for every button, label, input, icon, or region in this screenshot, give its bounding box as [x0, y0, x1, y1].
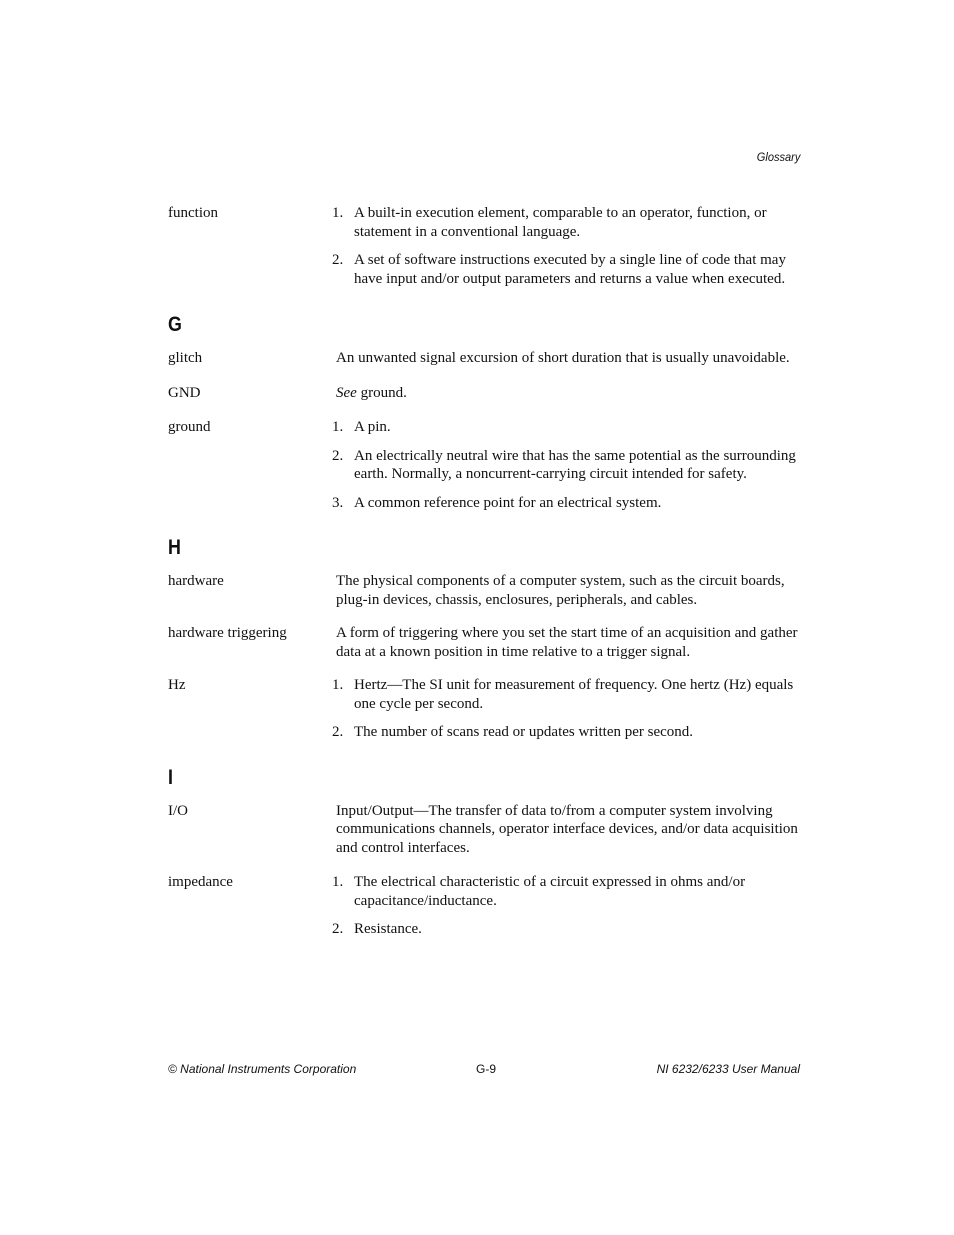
item-number: 2.: [332, 252, 344, 268]
term: I/O: [168, 802, 188, 819]
term: ground: [168, 419, 211, 435]
entry-hz: [168, 676, 808, 742]
entry-gnd: [168, 384, 808, 403]
section-letter-h: H: [168, 536, 181, 559]
page-footer: [168, 1062, 800, 1078]
item-number: 1.: [332, 874, 344, 890]
item-number: 1.: [332, 677, 344, 693]
definition-item: [332, 676, 808, 713]
entry-glitch: [168, 349, 808, 368]
definition-item: [332, 494, 808, 513]
definition: [332, 873, 808, 939]
term: function: [168, 205, 218, 221]
definition: Input/Output—The transfer of data to/from a computer system involving communications channels, operator interface devices, and/or data acquisition and control interfaces.: [336, 802, 798, 856]
definition: See ground.: [336, 384, 407, 401]
entry-hardware: [168, 572, 808, 609]
term: impedance: [168, 874, 233, 890]
definition: [332, 418, 808, 512]
item-number: 1.: [332, 419, 344, 435]
item-text: An electrically neutral wire that has the same potential as the surrounding earth. Normally, a noncurrent-carrying circuit intended for safety.: [354, 447, 796, 482]
section-letter-g: G: [168, 313, 182, 336]
item-number: 2.: [332, 447, 344, 464]
term: Hz: [168, 677, 186, 693]
definition-item: [332, 920, 808, 939]
definition-item: [332, 723, 808, 742]
entry-function: [168, 204, 808, 288]
manual-title: NI 6232/6233 User Manual: [656, 1062, 800, 1076]
item-text: Hertz—The SI unit for measurement of frequency. One hertz (Hz) equals one cycle per second.: [354, 677, 794, 712]
item-number: 1.: [332, 205, 344, 221]
item-text: A pin.: [354, 419, 391, 435]
definition-item: [332, 251, 808, 288]
entry-impedance: [168, 873, 808, 939]
definition: [332, 676, 808, 742]
see-reference: See: [336, 384, 357, 401]
definition: A form of triggering where you set the start time of an acquisition and gather data at a known position in time relative to a trigger signal.: [336, 625, 798, 660]
definition-item: [332, 204, 808, 241]
definition-item: [332, 447, 808, 484]
entry-hardware-triggering: [168, 624, 808, 661]
term: GND: [168, 384, 201, 401]
definition: An unwanted signal excursion of short duration that is usually unavoidable.: [336, 350, 790, 366]
definition: The physical components of a computer system, such as the circuit boards, plug-in devices, chassis, enclosures, peripherals, and cables.: [336, 573, 785, 608]
item-number: 3.: [332, 494, 344, 511]
item-text: Resistance.: [354, 921, 422, 937]
item-number: 2.: [332, 724, 344, 740]
item-text: The number of scans read or updates written per second.: [354, 724, 694, 740]
entry-ground: [168, 418, 808, 512]
item-text: The electrical characteristic of a circuit expressed in ohms and/or capacitance/inductance.: [354, 874, 746, 909]
definition-item: [332, 418, 808, 437]
section-letter-i: I: [168, 765, 173, 789]
term: hardware triggering: [168, 625, 287, 641]
glossary-content: [168, 204, 808, 939]
definition: [332, 204, 808, 288]
item-text: A common reference point for an electrical system.: [354, 494, 662, 511]
item-text: A built-in execution element, comparable to an operator, function, or statement in a conventional language.: [354, 205, 767, 240]
definition-item: [332, 873, 808, 910]
term: glitch: [168, 350, 203, 366]
item-text: A set of software instructions executed by a single line of code that may have input and/or output parameters and returns a value when executed.: [354, 252, 786, 287]
page-number: G-9: [476, 1062, 497, 1076]
term: hardware: [168, 573, 224, 589]
entry-io: [168, 802, 808, 858]
running-header: Glossary: [756, 150, 800, 164]
item-number: 2.: [332, 921, 344, 937]
footer-copyright: © National Instruments Corporation: [168, 1062, 357, 1076]
